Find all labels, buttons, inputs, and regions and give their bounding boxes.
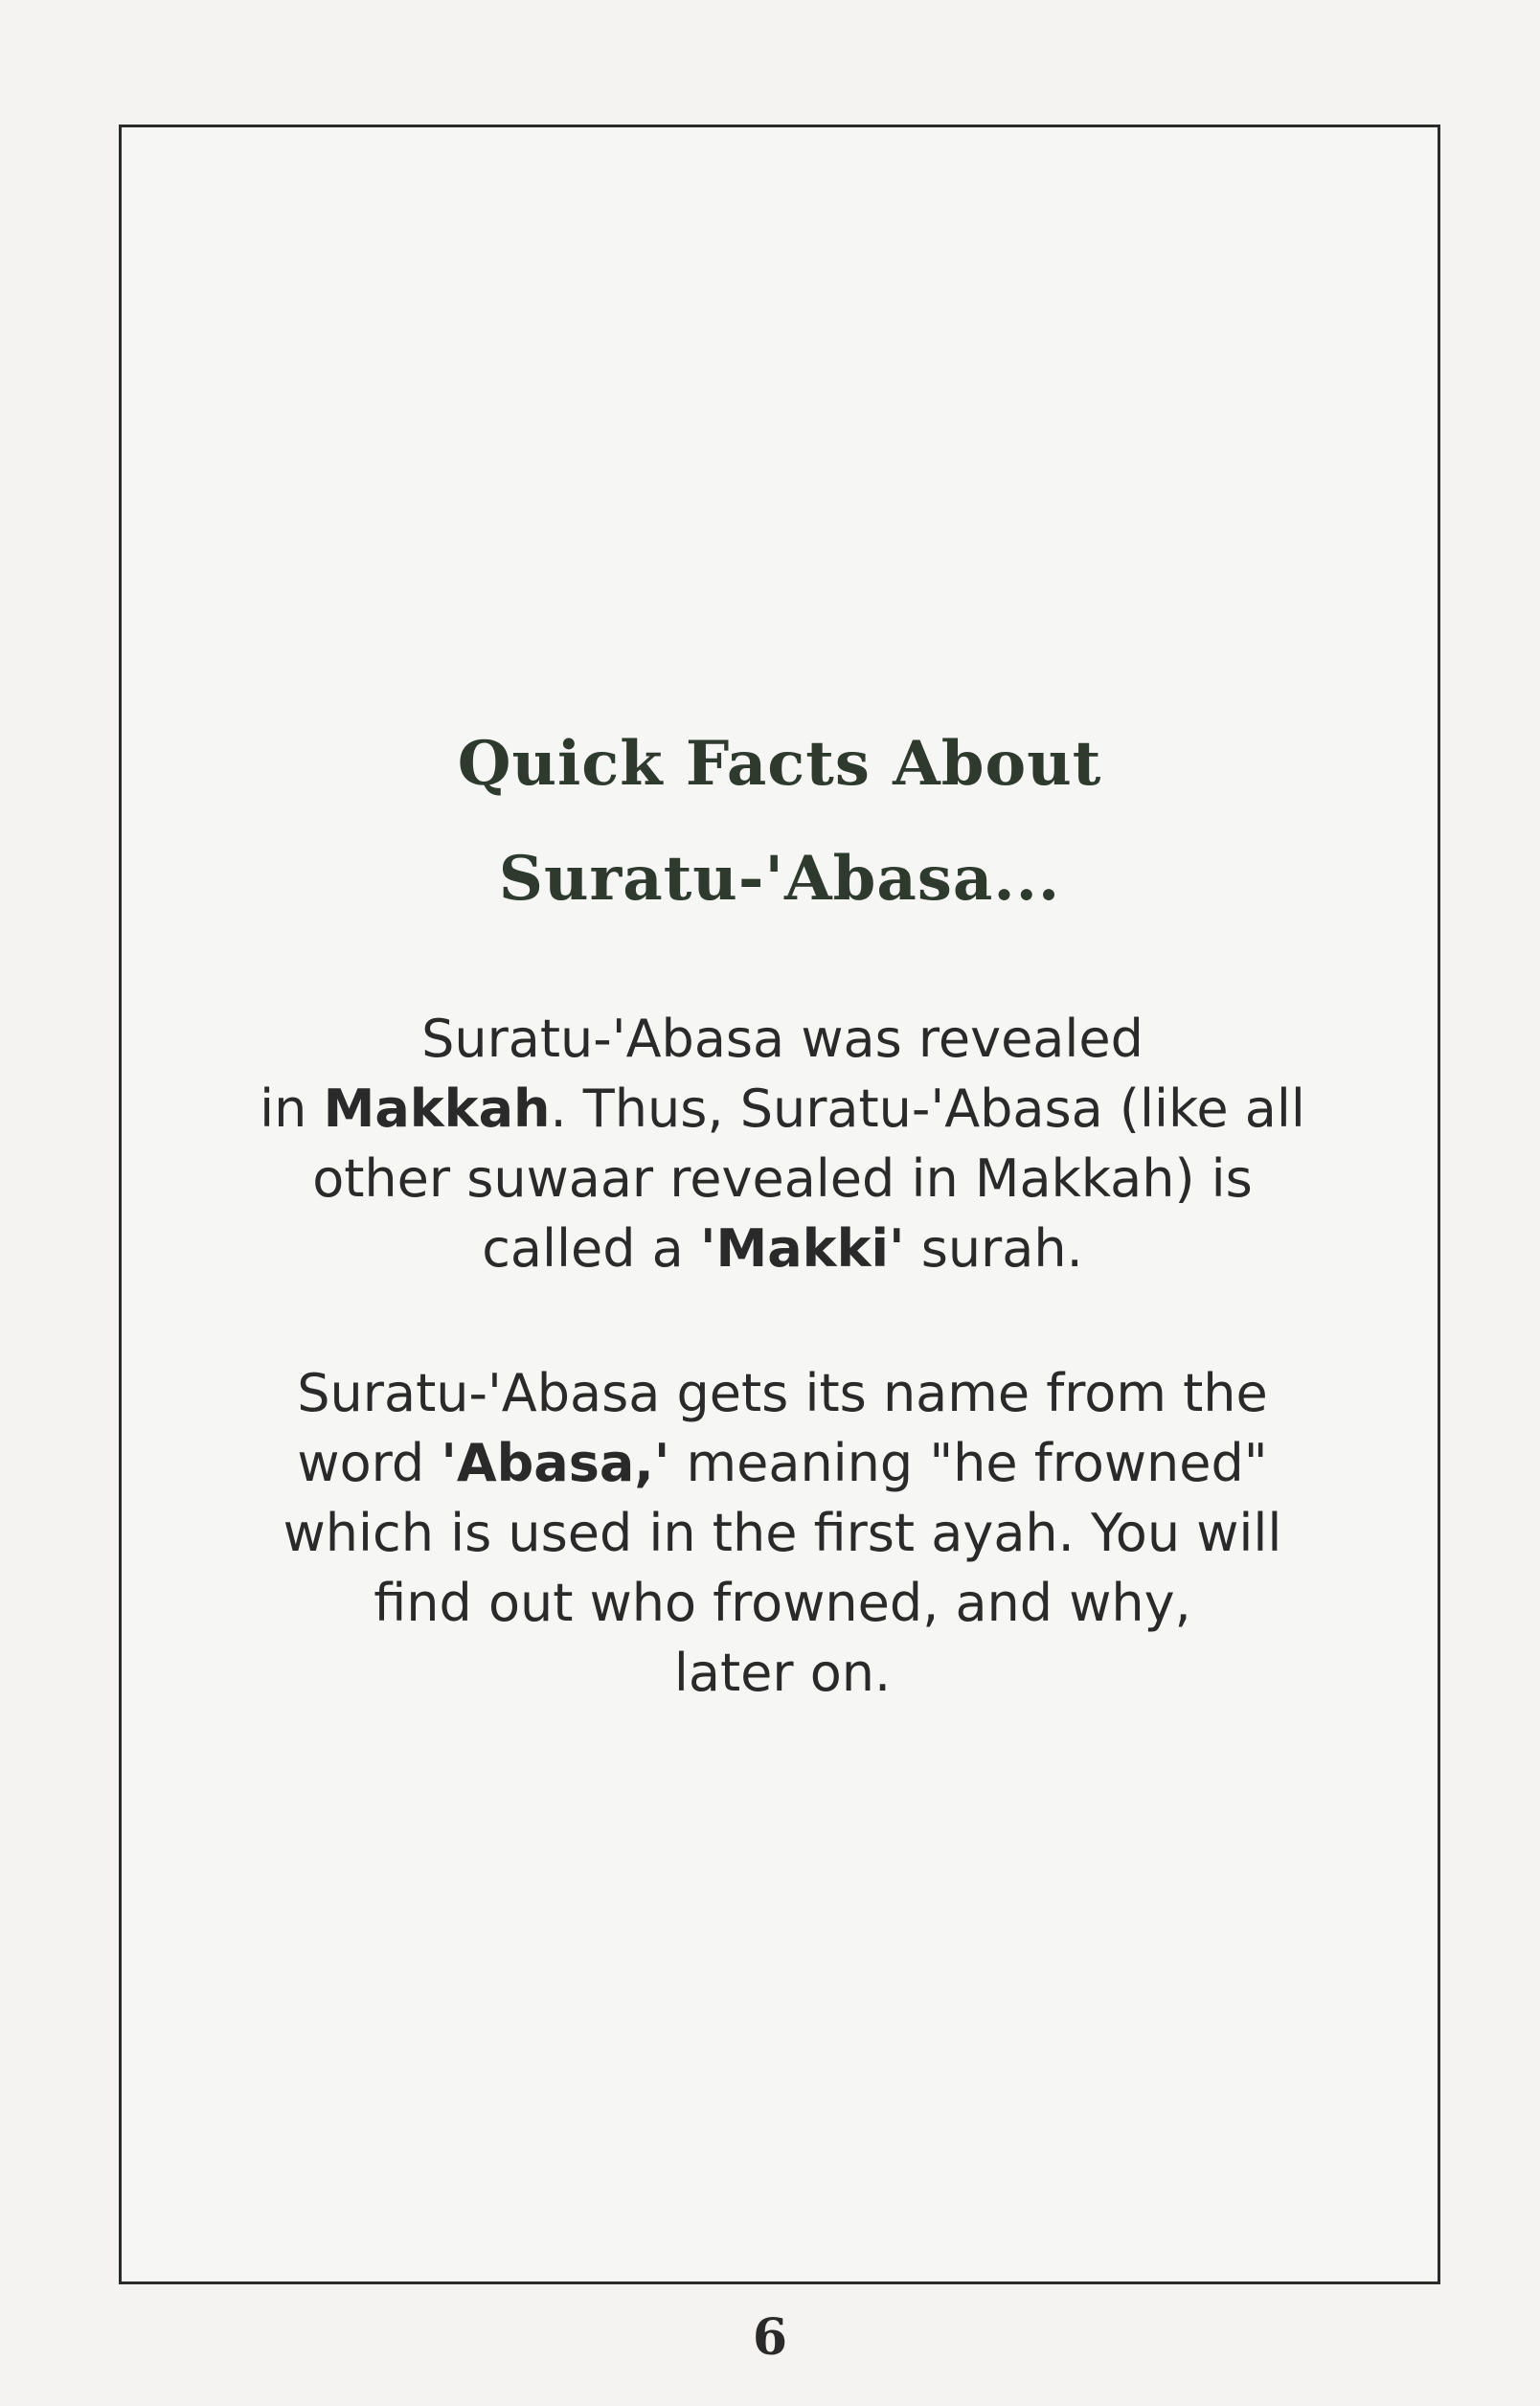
bold-makkah: Makkah <box>323 1078 551 1139</box>
text: in <box>260 1078 324 1139</box>
paragraph-revelation <box>256 1004 1309 1283</box>
page-frame <box>119 125 1440 2284</box>
paragraph-1-line-4 <box>256 1214 1309 1283</box>
text: . Thus, Suratu-'Abasa (like all <box>550 1078 1305 1139</box>
paragraph-2-line-1: Suratu-'Abasa gets its name from the <box>297 1363 1268 1423</box>
text: called a <box>482 1218 700 1279</box>
paragraph-1-line-1: Suratu-'Abasa was revealed <box>421 1009 1144 1069</box>
paragraph-2-line-3: which is used in the first ayah. You will <box>283 1503 1282 1563</box>
heading-line-1: Quick Facts About <box>457 728 1102 800</box>
paragraph-2-line-2 <box>256 1428 1309 1498</box>
bold-abasa: 'Abasa,' <box>441 1433 670 1493</box>
paragraph-1-line-2 <box>256 1074 1309 1144</box>
bold-makki: 'Makki' <box>699 1218 905 1279</box>
paragraph-2-line-4: find out who frowned, and why, <box>374 1573 1191 1633</box>
text: surah. <box>904 1218 1083 1279</box>
paragraph-1-line-3: other suwaar revealed in Makkah) is <box>312 1148 1253 1209</box>
text: word <box>297 1433 442 1493</box>
text: meaning "he frowned" <box>669 1433 1268 1493</box>
paragraph-name-origin <box>256 1358 1309 1708</box>
paragraph-2-line-5: later on. <box>673 1643 892 1703</box>
page-number: 6 <box>752 2308 788 2367</box>
heading-line-2: Suratu-'Abasa... <box>498 843 1061 915</box>
